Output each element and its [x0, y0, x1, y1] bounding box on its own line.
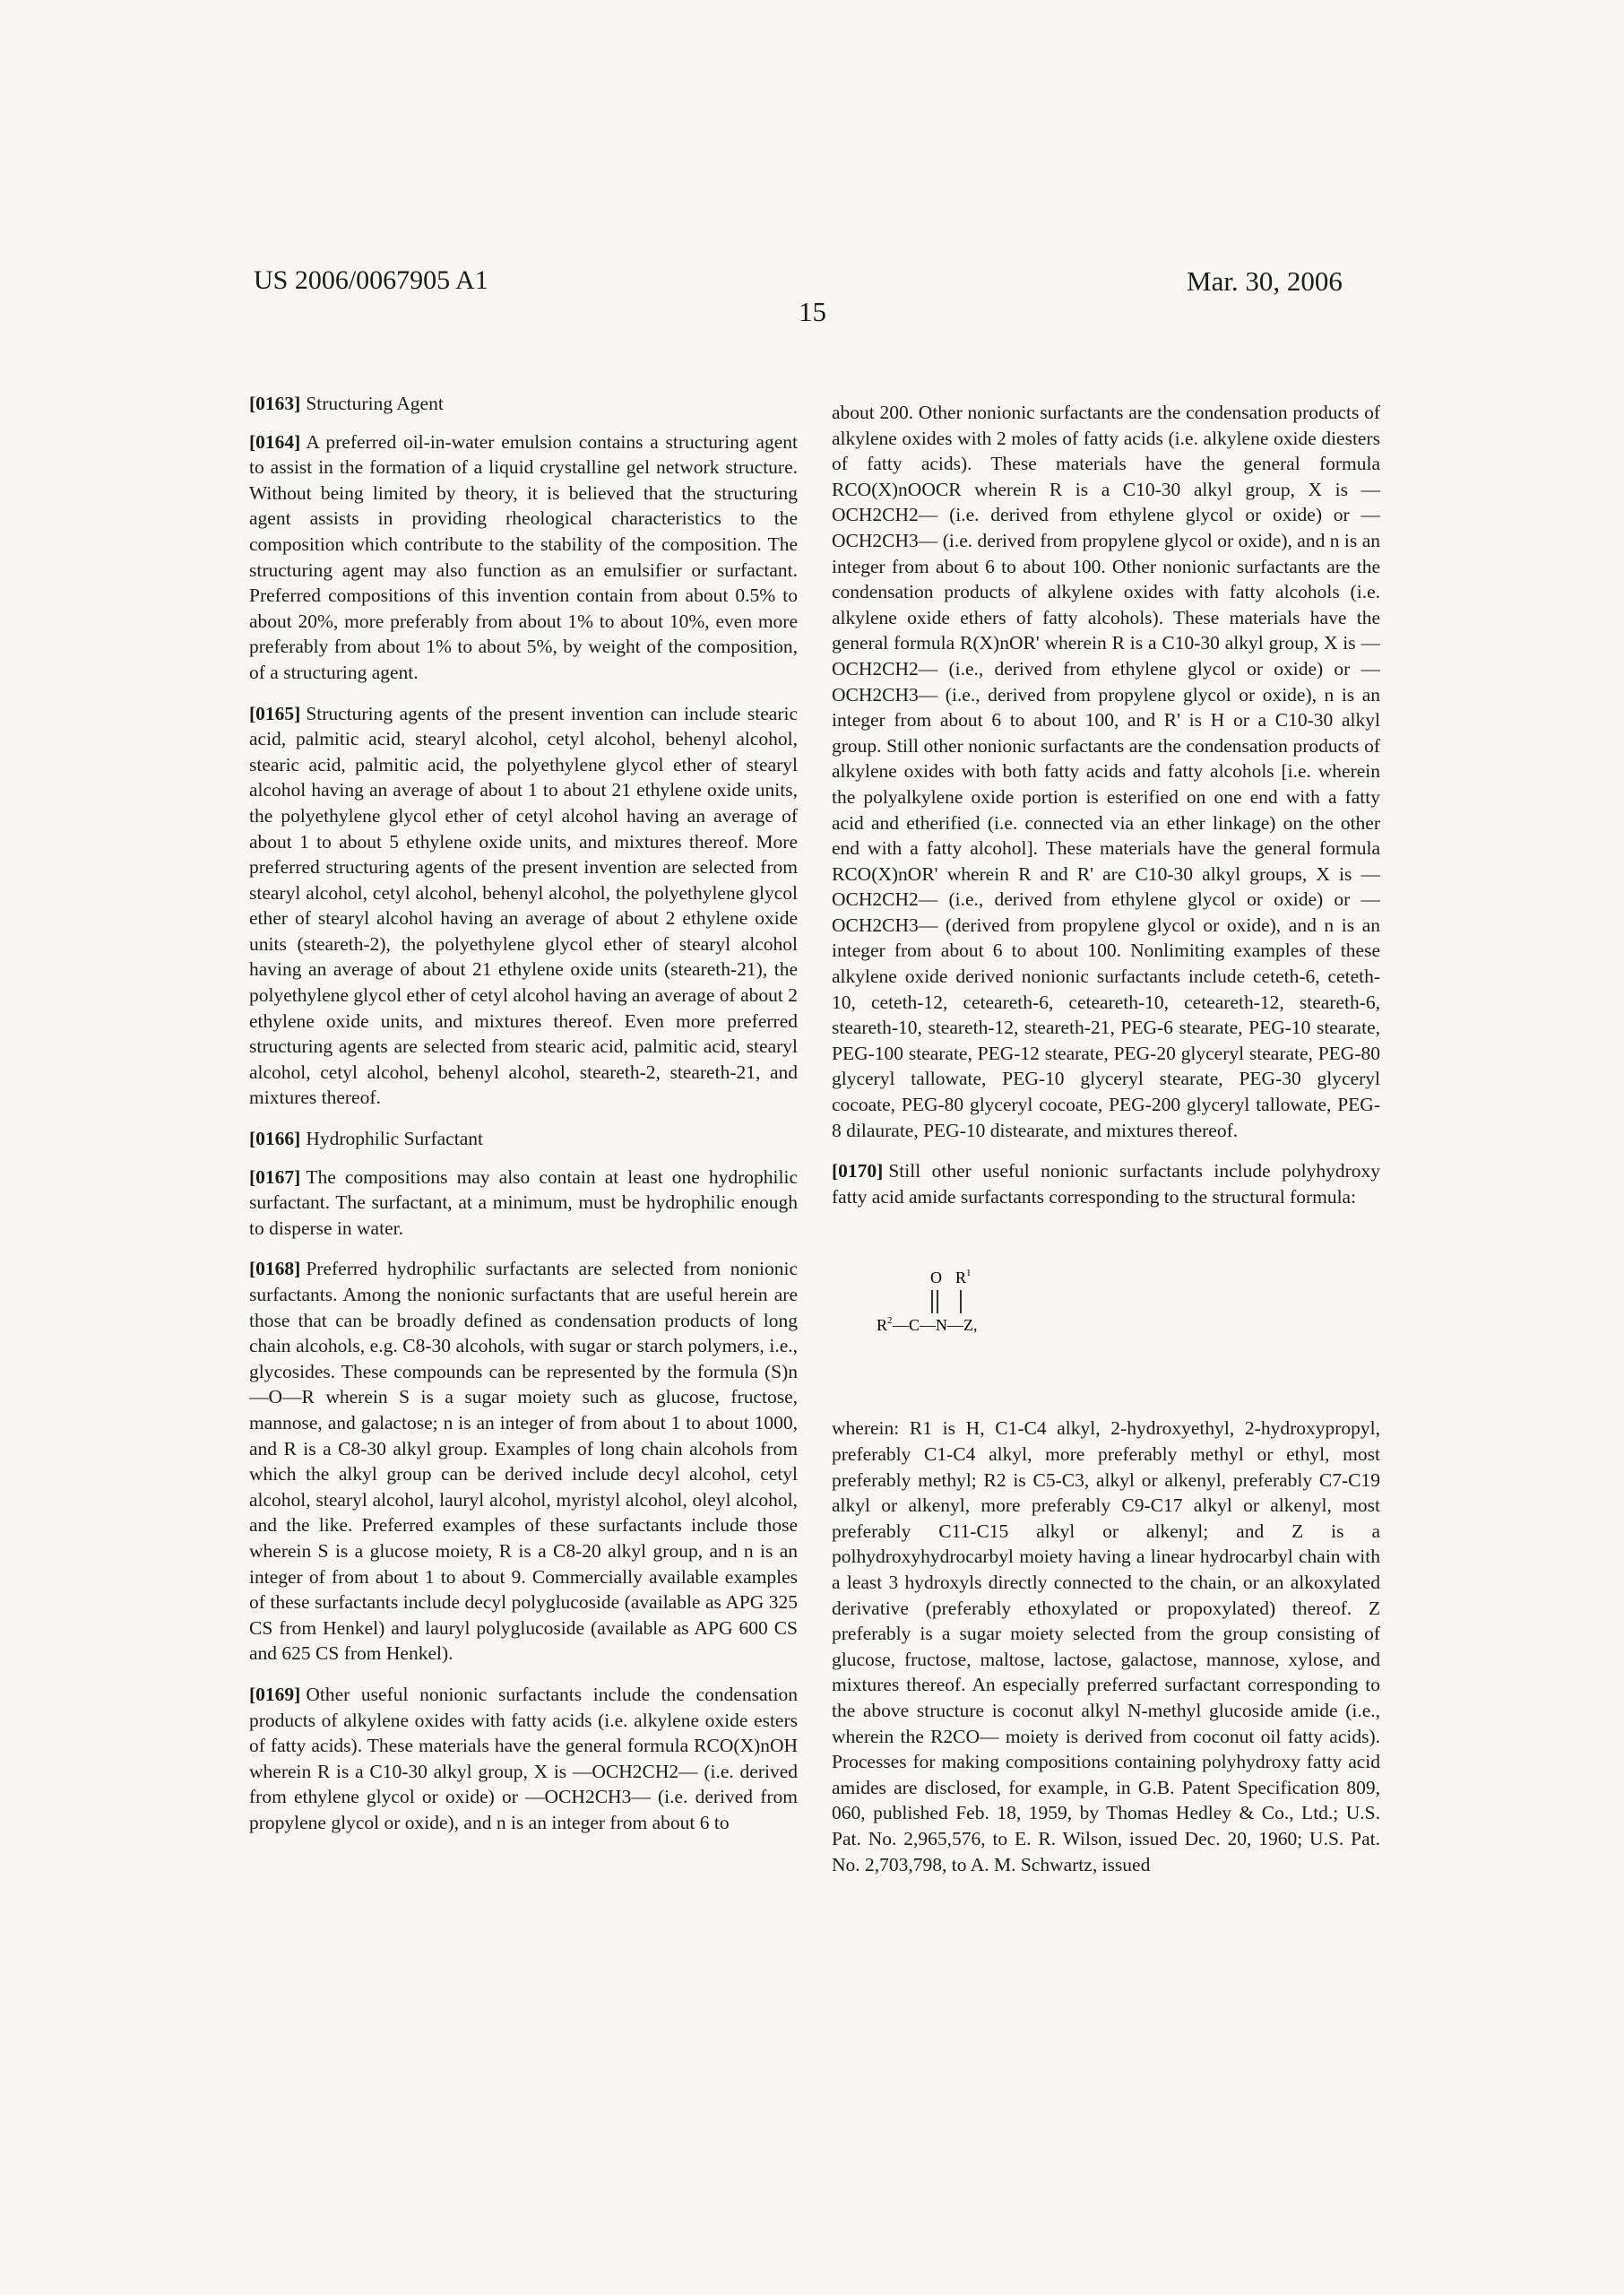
paragraph	[832, 1416, 1380, 1877]
formula-r1: R	[955, 1269, 967, 1287]
paragraph	[249, 429, 798, 686]
paragraph	[249, 1682, 798, 1836]
paragraph	[832, 1158, 1380, 1209]
section-heading: Structuring Agent	[306, 393, 444, 414]
structural-formula	[877, 1263, 1092, 1353]
formula-r2-superscript: 2	[887, 1315, 893, 1327]
paragraph-text: The compositions may also contain at least one hydrophilic surfactant. The surfactant, at a minimum, must be hydrophilic enough to disperse in water.	[249, 1165, 798, 1239]
paragraph-number: [0165]	[249, 702, 301, 724]
paragraph	[832, 400, 1380, 1143]
paragraph-text: about 200. Other nonionic surfactants are the condensation products of alkylene oxides with 2 moles of fatty acids (i.e. alkylene oxide diesters of fatty acids). These materials have the general formula RCO(X)nOOCR wherein R is a C10-30 alkyl group, X is —OCH2CH2— (i.e. derived from ethylene glycol or oxide) or —OCH2CH3— (i.e. derived from propylene glycol or oxide), and n is an integer from about 6 to about 100. Other nonionic surfactants are the condensation products of alkylene oxides with fatty alcohols (i.e. alkylene oxide ethers of fatty alcohols). These materials have the general formula R(X)nOR' wherein R is a C10-30 alkyl group, X is —OCH2CH2— (i.e., derived from ethylene glycol or oxide) or —OCH2CH3— (i.e., derived from propylene glycol or oxide), n is an integer from about 6 to about 100, and R' is H or a C10-30 alkyl group. Still other nonionic surfactants are the condensation products of alkylene oxides with both fatty acids and fatty alcohols [i.e. wherein the polyalkylene oxide portion is esterified on one end with a fatty acid and etherified (i.e. connected via an ether linkage) on the other end with a fatty alcohol]. These materials have the general formula RCO(X)nOR' wherein R and R' are C10-30 alkyl groups, X is —OCH2CH2— (i.e., derived from ethylene glycol or oxide) or —OCH2CH3— (derived from propylene glycol or oxide), and n is an integer from about 6 to about 100. Nonlimiting examples of these alkylene oxide derived nonionic surfactants include ceteth-6, ceteth-10, ceteth-12, ceteareth-6, ceteareth-10, ceteareth-12, steareth-6, steareth-10, steareth-12, steareth-21, PEG-6 stearate, PEG-10 stearate, PEG-100 stearate, PEG-12 stearate, PEG-20 glyceryl stearate, PEG-80 glyceryl tallowate, PEG-10 glyceryl stearate, PEG-30 glyceryl cocoate, PEG-80 glyceryl cocoate, PEG-200 glyceryl tallowate, PEG-8 dilaurate, PEG-10 distearate, and mixtures thereof.	[832, 402, 1380, 1141]
paragraph	[249, 391, 798, 417]
left-column	[249, 391, 798, 1850]
paragraph-text: Preferred hydrophilic surfactants are selected from nonionic surfactants. Among the nonionic surfactants that are useful herein are those that can be broadly defined as condensation products of long chain alcohols, e.g. C8-30 alcohols, with sugar or starch polymers, i.e., glycosides. These compounds can be represented by the formula (S)n—O—R wherein S is a sugar moiety such as glucose, fructose, mannose, and galactose; n is an integer of from about 1 to about 1000, and R is a C8-30 alkyl group. Examples of long chain alcohols from which the alkyl group can be derived include decyl alcohol, cetyl alcohol, stearyl alcohol, lauryl alcohol, myristyl alcohol, oleyl alcohol, and the like. Preferred examples of these surfactants include those wherein S is a glucose moiety, R is a C8-20 alkyl group, and n is an integer of from about 1 to about 9. Commercially available examples of these surfactants include decyl polyglucoside (available as APG 325 CS from Henkel) and lauryl polyglucoside (available as APG 600 CS and 625 CS from Henkel).	[249, 1258, 798, 1665]
paragraph-text: Still other useful nonionic surfactants include polyhydroxy fatty acid amide surfactants corresponding to the structural formula:	[832, 1160, 1380, 1208]
paragraph	[249, 701, 798, 1112]
formula-r1-superscript: 1	[966, 1268, 972, 1279]
publication-date: Mar. 30, 2006	[1187, 265, 1343, 297]
paragraph-text: wherein: R1 is H, C1-C4 alkyl, 2-hydroxyethyl, 2-hydroxypropyl, preferably C1-C4 alkyl, more preferably methyl or ethyl, most preferably methyl; R2 is C5-C3, alkyl or alkenyl, preferably C7-C19 alkyl or alkenyl, more preferably C9-C17 alkyl or alkenyl, most preferably C11-C15 alkyl or alkenyl; and Z is a polhydroxyhydrocarbyl moiety having a linear hydrocarbyl chain with a least 3 hydroxyls directly connected to the chain, or an alkoxylated derivative (preferably ethoxylated or propoxylated) thereof. Z preferably is a sugar moiety selected from the group consisting of glucose, fructose, maltose, lactose, galactose, mannose, xylose, and mixtures thereof. An especially preferred surfactant corresponding to the above structure is coconut alkyl N-methyl glucoside amide (i.e., wherein the R2CO— moiety is derived from coconut oil fatty acids). Processes for making compositions containing polyhydroxy fatty acid amides are disclosed, for example, in G.B. Patent Specification 809, 060, published Feb. 18, 1959, by Thomas Hedley & Co., Ltd.; U.S. Pat. No. 2,965,576, to E. R. Wilson, issued Dec. 20, 1960; U.S. Pat. No. 2,703,798, to A. M. Schwartz, issued	[832, 1417, 1380, 1875]
publication-number: US 2006/0067905 A1	[254, 265, 488, 295]
paragraph-number: [0168]	[249, 1258, 301, 1280]
paragraph-number: [0163]	[249, 393, 301, 414]
formula-oxygen: O	[930, 1269, 942, 1287]
paragraph-number: [0166]	[249, 1128, 301, 1150]
right-column	[832, 400, 1380, 1892]
paragraph	[249, 1126, 798, 1152]
paragraph-number: [0169]	[249, 1683, 301, 1705]
section-heading: Hydrophilic Surfactant	[306, 1128, 483, 1150]
paragraph	[249, 1256, 798, 1667]
paragraph	[249, 1165, 798, 1242]
paragraph-text: A preferred oil-in-water emulsion contains a structuring agent to assist in the formation of a liquid crystalline gel network structure. Without being limited by theory, it is believed that the structuring agent assists in providing rheological characteristics to the composition which contribute to the stability of the composition. The structuring agent may also function as an emulsifier or surfactant. Preferred compositions of this invention contain from about 0.5% to about 20%, more preferably from about 1% to about 10%, even more preferably from about 1% to about 5%, by weight of the composition, of a structuring agent.	[249, 430, 798, 683]
paragraph-number: [0167]	[249, 1165, 301, 1188]
formula-r2: R	[877, 1316, 888, 1335]
page-number: 15	[799, 296, 826, 327]
formula-chain: —C—N—Z,	[893, 1316, 978, 1335]
structural-formula-drawing	[877, 1263, 1092, 1353]
paragraph-number: [0164]	[249, 430, 301, 453]
paragraph-text: Structuring agents of the present invention can include stearic acid, palmitic acid, stearyl alcohol, cetyl alcohol, behenyl alcohol, stearic acid, palmitic acid, the polyethylene glycol ether of stearyl alcohol having an average of about 1 to about 21 ethylene oxide units, the polyethylene glycol ether of cetyl alcohol having an average of about 1 to about 5 ethylene oxide units, and mixtures thereof. More preferred structuring agents of the present invention are selected from stearyl alcohol, cetyl alcohol, behenyl alcohol, the polyethylene glycol ether of stearyl alcohol having an average of about 2 ethylene oxide units (steareth-2), the polyethylene glycol ether of stearyl alcohol having an average of about 21 ethylene oxide units (steareth-21), the polyethylene glycol ether of cetyl alcohol having an average of about 2 ethylene oxide units, and mixtures thereof. Even more preferred structuring agents are selected from stearic acid, palmitic acid, stearyl alcohol, cetyl alcohol, behenyl alcohol, steareth-2, steareth-21, and mixtures thereof.	[249, 702, 798, 1109]
paragraph-text: Other useful nonionic surfactants include the condensation products of alkylene oxides with fatty acids (i.e. alkylene oxide esters of fatty acids). These materials have the general formula RCO(X)nOH wherein R is a C10-30 alkyl group, X is —OCH2CH2— (i.e. derived from ethylene glycol or oxide) or —OCH2CH3— (i.e. derived from propylene glycol or oxide), and n is an integer from about 6 to	[249, 1683, 798, 1833]
paragraph-number: [0170]	[832, 1160, 884, 1182]
